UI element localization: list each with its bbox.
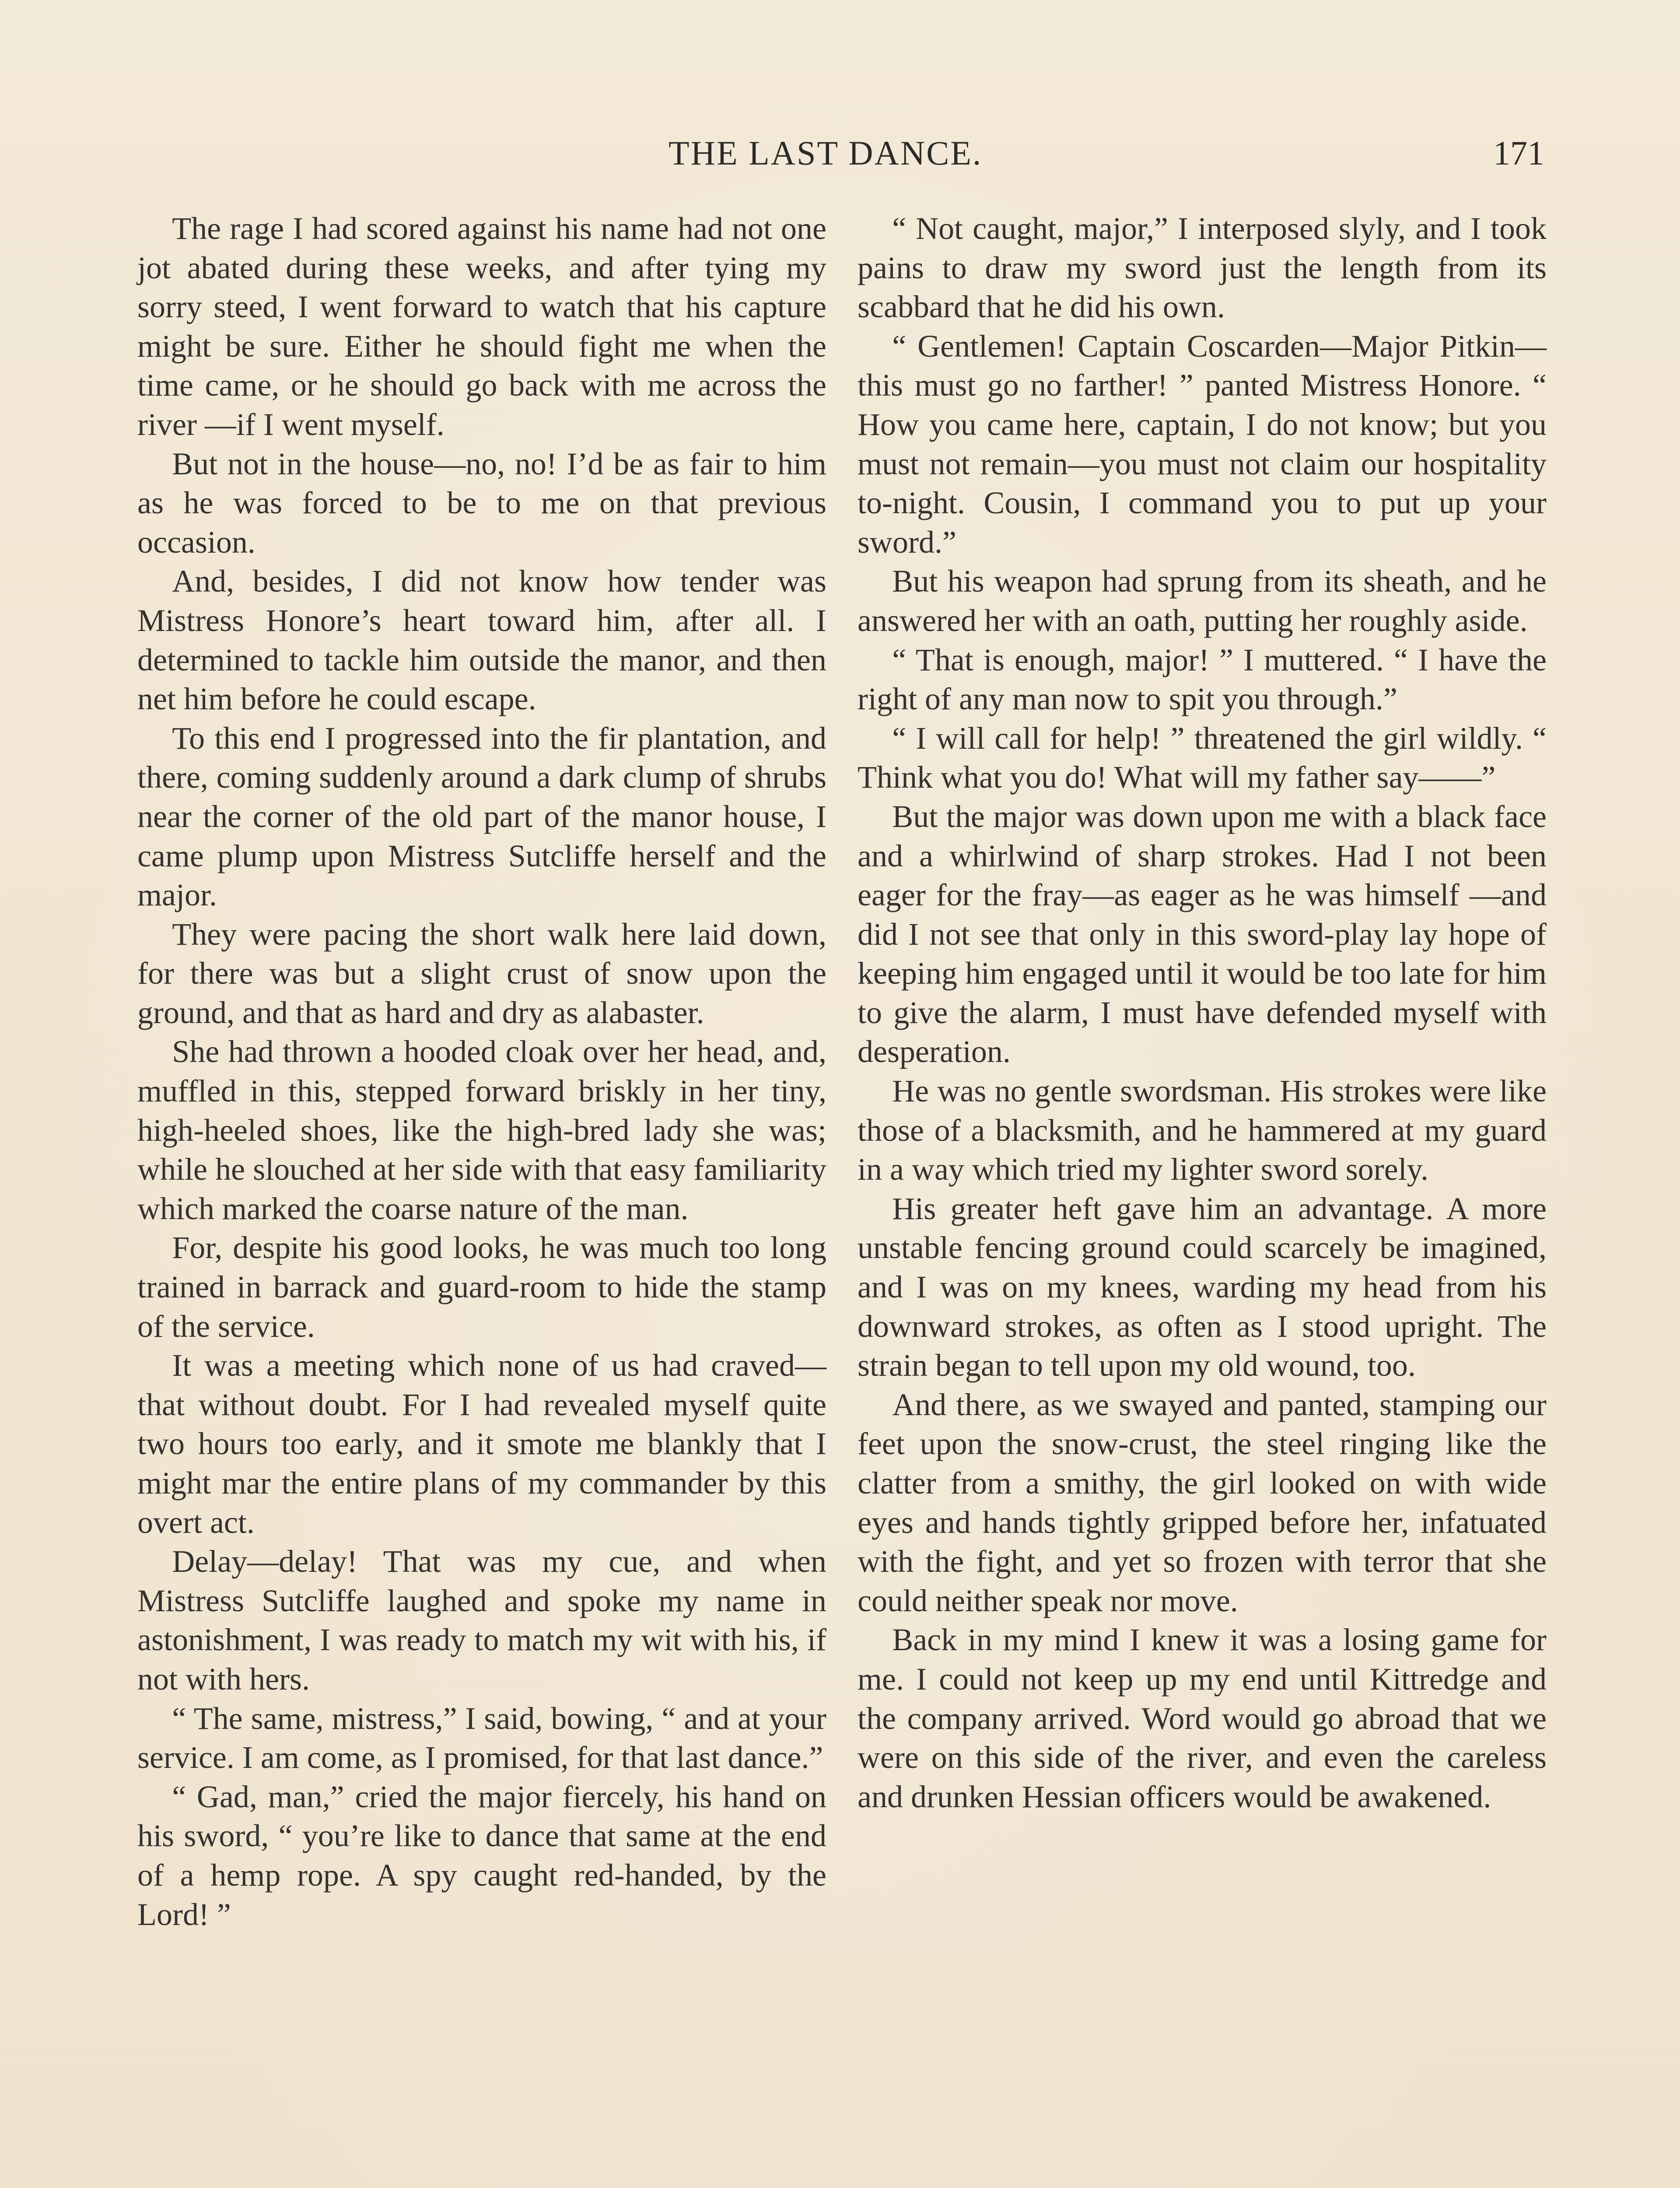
paragraph: Delay—delay! That was my cue, and when Mistress Sutcliffe laughed and spoke my name in astonishment, I was ready to match my wit with his, if not with hers. (137, 1544, 826, 1697)
paragraph: And there, as we swayed and panted, stamping our feet upon the snow-crust, the steel ringing like the clatter from a smithy, the girl looked on with wide eyes and hands tightly gripped before her, infatuated with the fight, and yet so frozen with terror that she could neither speak nor move. (858, 1387, 1547, 1618)
page-header (140, 131, 1544, 179)
paragraph: The rage I had scored against his name had not one jot abated during these weeks, and after tying my sorry steed, I went forward to watch that his capture might be sure. Either he should fight me when the time came, or he should go back with me across the river —if I went myself. (137, 211, 826, 442)
page-number: 171 (1493, 134, 1544, 172)
paragraph: “ The same, mistress,” I said, bowing, “ and at your service. I am come, as I promised, for that last dance.” (137, 1701, 826, 1775)
paragraph: For, despite his good looks, he was much too long trained in barrack and guard-room to hide the stamp of the service. (137, 1230, 826, 1344)
paragraph: “ I will call for help! ” threatened the girl wildly. “ Think what you do! What will my father say——” (858, 720, 1547, 795)
paragraph: Back in my mind I knew it was a losing game for me. I could not keep up my end until Kittredge and the company arrived. Word would go abroad that we were on this side of the river, and even the careless and drunken Hessian officers would be awakened. (858, 1622, 1547, 1814)
running-head: THE LAST DANCE. (668, 134, 983, 172)
paragraph: “ Not caught, major,” I interposed slyly, and I took pains to draw my sword just the length from its scabbard that he did his own. (858, 211, 1547, 325)
paragraph: He was no gentle swordsman. His strokes were like those of a blacksmith, and he hammered at my guard in a way which tried my lighter sword sorely. (858, 1073, 1547, 1187)
right-column (858, 209, 1547, 1816)
paragraph: She had thrown a hooded cloak over her head, and, muffled in this, stepped forward briskly in her tiny, high-heeled shoes, like the high-bred lady she was; while he slouched at her side with that easy familiarity which marked the coarse nature of the man. (137, 1034, 826, 1226)
paragraph: It was a meeting which none of us had craved—that without doubt. For I had revealed myself quite two hours too early, and it smote me blankly that I might mar the entire plans of my commander by this overt act. (137, 1348, 826, 1540)
paragraph: To this end I progressed into the fir plantation, and there, coming suddenly around a dark clump of shrubs near the corner of the old part of the manor house, I came plump upon Mistress Sutcliffe herself and the major. (137, 720, 826, 913)
paragraph: But his weapon had sprung from its sheath, and he answered her with an oath, putting her roughly aside. (858, 564, 1547, 638)
paragraph: They were pacing the short walk here laid down, for there was but a slight crust of snow upon the ground, and that as hard and dry as alabaster. (137, 916, 826, 1030)
paragraph: And, besides, I did not know how tender was Mistress Honore’s heart toward him, after all. I determined to tackle him outside the manor, and then net him before he could escape. (137, 564, 826, 717)
paragraph: “ Gentlemen! Captain Coscarden—Major Pitkin—this must go no farther! ” panted Mistress Honore. “ How you came here, captain, I do not know; but you must not remain—you must not claim our hospitality to-night. Cousin, I command you to put up your sword.” (858, 328, 1547, 560)
paragraph: But not in the house—no, no! I’d be as fair to him as he was forced to be to me on that previous occasion. (137, 446, 826, 560)
paragraph: “ That is enough, major! ” I muttered. “ I have the right of any man now to spit you through.” (858, 642, 1547, 717)
left-column (137, 209, 826, 1934)
paragraph: “ Gad, man,” cried the major fiercely, his hand on his sword, “ you’re like to dance that same at the end of a hemp rope. A spy caught red-handed, by the Lord! ” (137, 1779, 826, 1932)
paragraph: His greater heft gave him an advantage. A more unstable fencing ground could scarcely be imagined, and I was on my knees, warding my head from his downward strokes, as often as I stood upright. The strain began to tell upon my old wound, too. (858, 1191, 1547, 1383)
paragraph: But the major was down upon me with a black face and a whirlwind of sharp strokes. Had I not been eager for the fray—as eager as he was himself —and did I not see that only in this sword-play lay hope of keeping him engaged until it would be too late for him to give the alarm, I must have defended myself with desperation. (858, 799, 1547, 1069)
